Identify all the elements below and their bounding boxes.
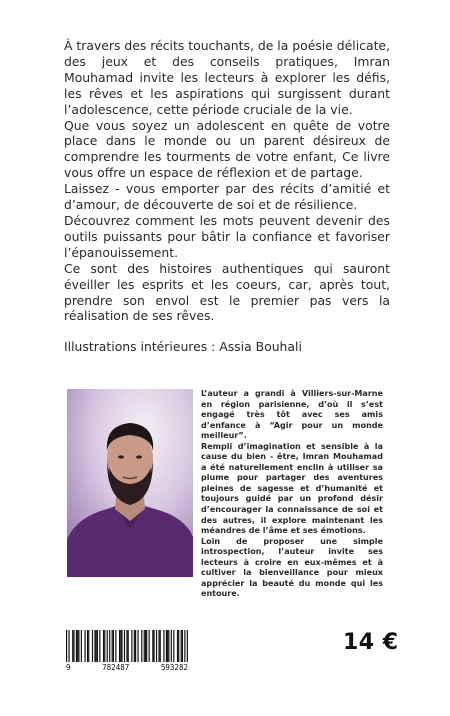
barcode-bar [153, 630, 154, 662]
barcode-bar [120, 630, 121, 662]
price: 14 € [343, 630, 399, 655]
barcode-digits [66, 663, 188, 672]
barcode-bar [77, 630, 78, 662]
barcode-bar [92, 630, 93, 662]
barcode-bar [97, 630, 98, 662]
barcode-bar [144, 630, 145, 662]
barcode-bar [96, 630, 97, 662]
barcode-bar [168, 630, 169, 662]
barcode-bar [187, 630, 188, 662]
barcode-group-right: 593282 [160, 663, 188, 672]
bio-paragraph: Rempli d’imagination et sensible à la cause du bien - être, Imran Mouhamad a été naturellement enclin à utiliser sa plume pour partager des aventures pleines de sagesse et d’humanité et toujours guidé par un profond désir d’encourager la connaissance de soi et des autres, il explore maintenant les méandres de l’âme et ses émotions. [201, 441, 383, 536]
barcode-bar [119, 630, 120, 662]
barcode-lead-digit: 9 [66, 663, 71, 672]
barcode-bar [137, 630, 138, 662]
barcode-bar [126, 630, 127, 662]
barcode-bar [167, 630, 168, 662]
barcode-bar [131, 630, 132, 662]
barcode-bar [87, 630, 88, 662]
description-paragraph: Que vous soyez un adolescent en quête de votre place dans le monde ou un parent désireux de comprendre les tourments de votre enfant, Ce livre vous offre un espace de réflexion et de partage. [64, 117, 390, 181]
barcode-bar [156, 630, 157, 662]
barcode-bar [181, 630, 182, 662]
barcode-bar [103, 630, 104, 662]
barcode-bar [68, 630, 69, 662]
barcode-bar [145, 630, 146, 662]
barcode-bars [66, 630, 188, 662]
barcode-bar [152, 630, 153, 662]
barcode-bar [73, 630, 74, 662]
barcode-bar [81, 630, 82, 662]
barcode-bar [146, 630, 147, 662]
barcode-bar [113, 630, 114, 662]
barcode-bar [177, 630, 178, 662]
barcode-bar [84, 630, 85, 662]
barcode-bar [72, 630, 73, 662]
author-bio [201, 389, 383, 600]
bio-paragraph: Loin de proposer une simple introspection, l’auteur invite ses lecteurs à croire en eux-mêmes et à cultiver la bienveillance pour mieux apprécier la beauté du monde qui les entoure. [201, 536, 383, 599]
description-paragraph: Découvrez comment les mots peuvent devenir des outils puissants pour bâtir la confiance et favoriser l’épanouissement. [64, 212, 390, 260]
isbn-barcode [66, 630, 188, 674]
barcode-bar [171, 630, 172, 662]
barcode-bar [134, 630, 135, 662]
barcode-bar [184, 630, 185, 662]
description-paragraph: Laissez - vous emporter par des récits d’amitié et d’amour, de découverte de soi et de résilience. [64, 181, 390, 213]
barcode-bar [107, 630, 108, 662]
barcode-bar [166, 630, 167, 662]
description-paragraph: Ce sont des histoires authentiques qui sauront éveiller les esprits et les coeurs, car, après tout, prendre son envol est le premier pas vers la réalisation de ses rêves. [64, 260, 390, 324]
barcode-bar [76, 630, 77, 662]
barcode-bar [112, 630, 113, 662]
barcode-bar [94, 630, 95, 662]
barcode-bar [109, 630, 110, 662]
author-photo [67, 389, 193, 577]
barcode-bar [182, 630, 183, 662]
barcode-bar [135, 630, 136, 662]
barcode-bar [149, 630, 150, 662]
illustrations-credit: Illustrations intérieures : Assia Bouhali [64, 339, 302, 355]
barcode-bar [88, 630, 89, 662]
barcode-bar [115, 630, 116, 662]
barcode-group-left: 782487 [102, 663, 130, 672]
back-cover-description [64, 38, 390, 355]
barcode-bar [128, 630, 129, 662]
barcode-bar [124, 630, 125, 662]
barcode-bar [141, 630, 142, 662]
barcode-bar [160, 630, 161, 662]
barcode-bar [99, 630, 100, 662]
description-paragraph: À travers des récits touchants, de la poésie délicate, des jeux et des conseils pratiques, Imran Mouhamad invite les lecteurs à explorer les défis, les rêves et les aspirations qui surgissent durant l’adolescence, cette période cruciale de la vie. [64, 38, 390, 117]
barcode-bar [158, 630, 159, 662]
bio-paragraph: L’auteur a grandi à Villiers-sur-Marne en région parisienne, d’où il s’est engagé très tôt avec ses amis d’enfance à “Agir pour un monde meilleur”. [201, 389, 383, 441]
barcode-bar [163, 630, 164, 662]
barcode-bar [173, 630, 174, 662]
barcode-bar [66, 630, 67, 662]
barcode-bar [121, 630, 122, 662]
barcode-bar [178, 630, 179, 662]
barcode-bar [104, 630, 105, 662]
barcode-bar [78, 630, 79, 662]
